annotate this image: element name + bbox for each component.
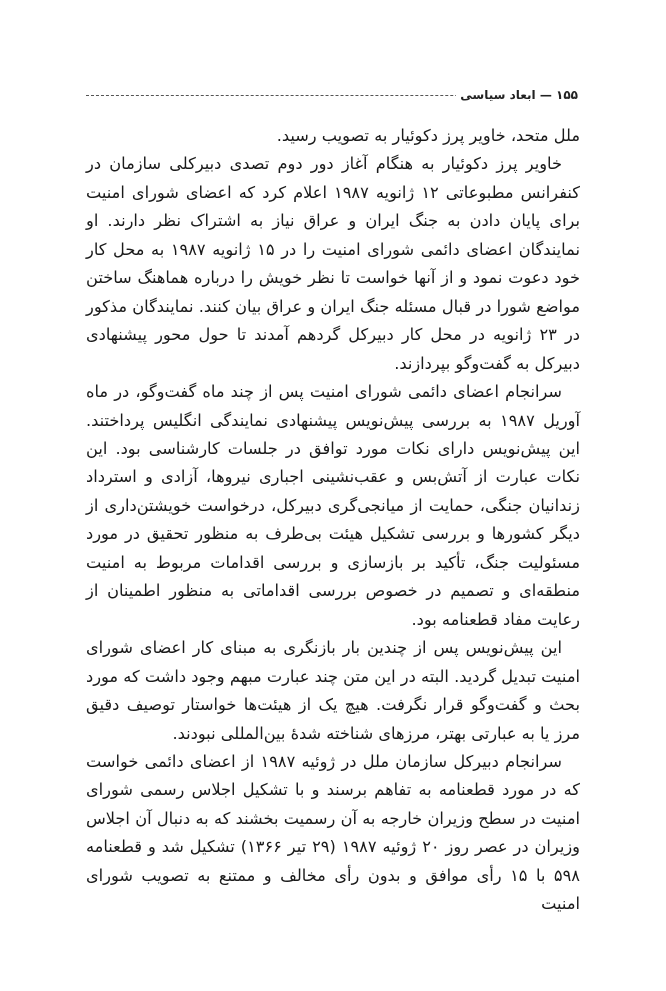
- body-text: [86, 122, 580, 919]
- paragraph: سرانجام دبیرکل سازمان ملل در ژوئیه ۱۹۸۷ از اعضای دائمی خواست که در مورد قطعنامه به تفاهم برسند و با تشکیل اجلاس رسمی شورای امنیت در سطح وزیران خارجه به آن رسمیت بخشند که به دنبال آن اجلاس وزیران در عصر روز ۲۰ ژوئیه ۱۹۸۷ (۲۹ تیر ۱۳۶۶) تشکیل شد و قطعنامه ۵۹۸ با ۱۵ رأی موافق و بدون رأی مخالف و ممتنع به تصویب شورای امنیت: [86, 751, 580, 914]
- paragraph: خاویر پرز دکوئیار به هنگام آغاز دور دوم تصدی دبیرکلی سازمان در کنفرانس مطبوعاتی ۱۲ ژانویه ۱۹۸۷ اعلام کرد که اعضای شورای امنیت برای پایان دادن به جنگ ایران و عراق نیاز به اشتراک نظر دارند. او نمایندگان اعضای دائمی شورای امنیت را در ۱۵ ژانویه ۱۹۸۷ به محل کار خود دعوت نمود و از آنها خواست تا نظر خویش را درباره هماهنگ ساختن مواضع شورا در قبال مسئله جنگ ایران و عراق بیان کنند. نمایندگان مذکور در ۲۳ ژانویه در محل کار دبیرکل گردهم آمدند تا حول محور پیشنهادی دبیرکل به گفت‌وگو بپردازند.: [86, 154, 580, 373]
- running-title: ۱۵۵ — ابعاد سیاسی: [456, 88, 578, 102]
- paragraph: این پیش‌نویس پس از چندین بار بازنگری به مبنای کار اعضای شورای امنیت تبدیل گردید. البته در این متن چند عبارت مبهم وجود داشت که مورد بحث و گفت‌وگو قرار نگرفت. هیچ یک از هیئت‌ها خواستار توصیف دقیق مرز یا به عبارتی بهتر، مرزهای شناخته شدهٔ بین‌المللی نبودند.: [86, 638, 580, 743]
- paragraph-continuation: ملل متحد، خاویر پرز دکوئیار به تصویب رسید.: [276, 126, 580, 145]
- paragraph: سرانجام اعضای دائمی شورای امنیت پس از چند ماه گفت‌وگو، در ماه آوریل ۱۹۸۷ به بررسی پیش‌نویس پیشنهادی نمایندگی انگلیس پرداختند. این پیش‌نویس دارای نکات مورد توافق در جلسات کارشناسی بود. این نکات عبارت از آتش‌بس و عقب‌نشینی اجباری نیروها، آزادی و استرداد زندانیان جنگی، حمایت از میانجی‌گری دبیرکل، درخواست خویشتن‌داری از دیگر کشورها و بررسی تشکیل هیئت بی‌طرف به منظور تحقیق در مورد مسئولیت جنگ، تأکید بر بازسازی و بررسی اقدامات مربوط به امنیت منطقه‌ای و تصمیم در خصوص بررسی اقداماتی به منظور اطمینان از رعایت مفاد قطعنامه بود.: [86, 382, 580, 629]
- running-header: [86, 86, 578, 108]
